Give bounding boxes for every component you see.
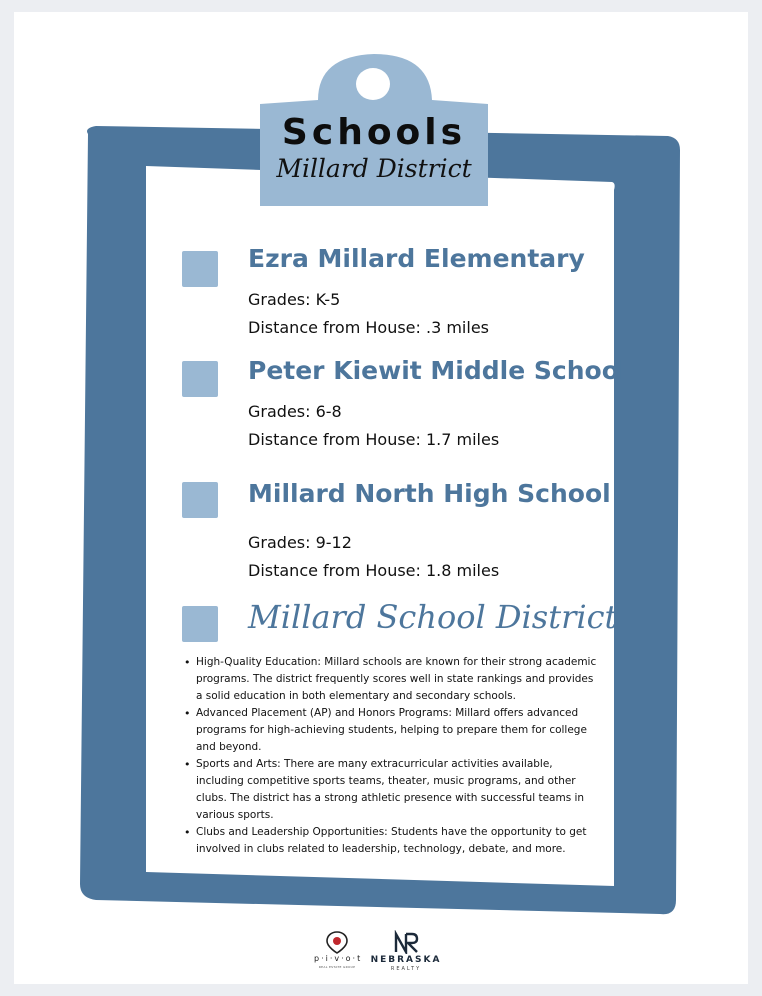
checkbox-icon <box>182 361 218 397</box>
pivot-logo-text: p·i·v·o·t <box>314 954 363 963</box>
school-distance: Distance from House: 1.8 miles <box>248 561 500 580</box>
clip-hole <box>356 68 390 100</box>
school-distance: Distance from House: 1.7 miles <box>248 430 500 449</box>
school-name: Millard North High School <box>248 479 611 508</box>
school-grades: Grades: 9-12 <box>248 533 352 552</box>
footer-logos <box>300 930 460 980</box>
school-distance: Distance from House: .3 miles <box>248 318 489 337</box>
list-item: • Sports and Arts: There are many extracurricular activities available, including competitive sports teams, theater, music programs, and other clubs. The district has a strong athletic presence with successful teams in various sports. <box>194 756 598 824</box>
nr-logo-text: NEBRASKA <box>370 955 442 965</box>
checkbox-icon <box>182 606 218 642</box>
school-grades: Grades: 6-8 <box>248 402 342 421</box>
checkbox-icon <box>182 251 218 287</box>
nr-logo-subtext: REALTY <box>390 966 422 972</box>
location-pin-icon <box>314 930 360 954</box>
page-title: Schools <box>281 112 467 153</box>
list-item: • Clubs and Leadership Opportunities: Students have the opportunity to get involved in clubs related to leadership, technology, debate, and more. <box>194 824 598 858</box>
list-item: • High-Quality Education: Millard schools are known for their strong academic programs. The district frequently scores well in state rankings and provides a solid education in both elementary and secondary schools. <box>194 654 598 705</box>
school-grades: Grades: K-5 <box>248 290 341 309</box>
pivot-logo <box>314 930 363 978</box>
district-heading: Millard School District <box>248 598 618 636</box>
list-item: • Advanced Placement (AP) and Honors Programs: Millard offers advanced programs for high-achieving students, helping to prepare them for college and beyond. <box>194 705 598 756</box>
nebraska-realty-logo <box>364 930 448 978</box>
school-name: Ezra Millard Elementary <box>248 244 585 273</box>
pivot-logo-subtext: REAL ESTATE GROUP <box>318 965 356 969</box>
district-bullet-list <box>184 654 598 858</box>
nr-monogram-icon <box>364 930 448 954</box>
school-name: Peter Kiewit Middle School <box>248 356 628 385</box>
checkbox-icon <box>182 482 218 518</box>
page-subtitle: Millard District <box>276 154 472 183</box>
